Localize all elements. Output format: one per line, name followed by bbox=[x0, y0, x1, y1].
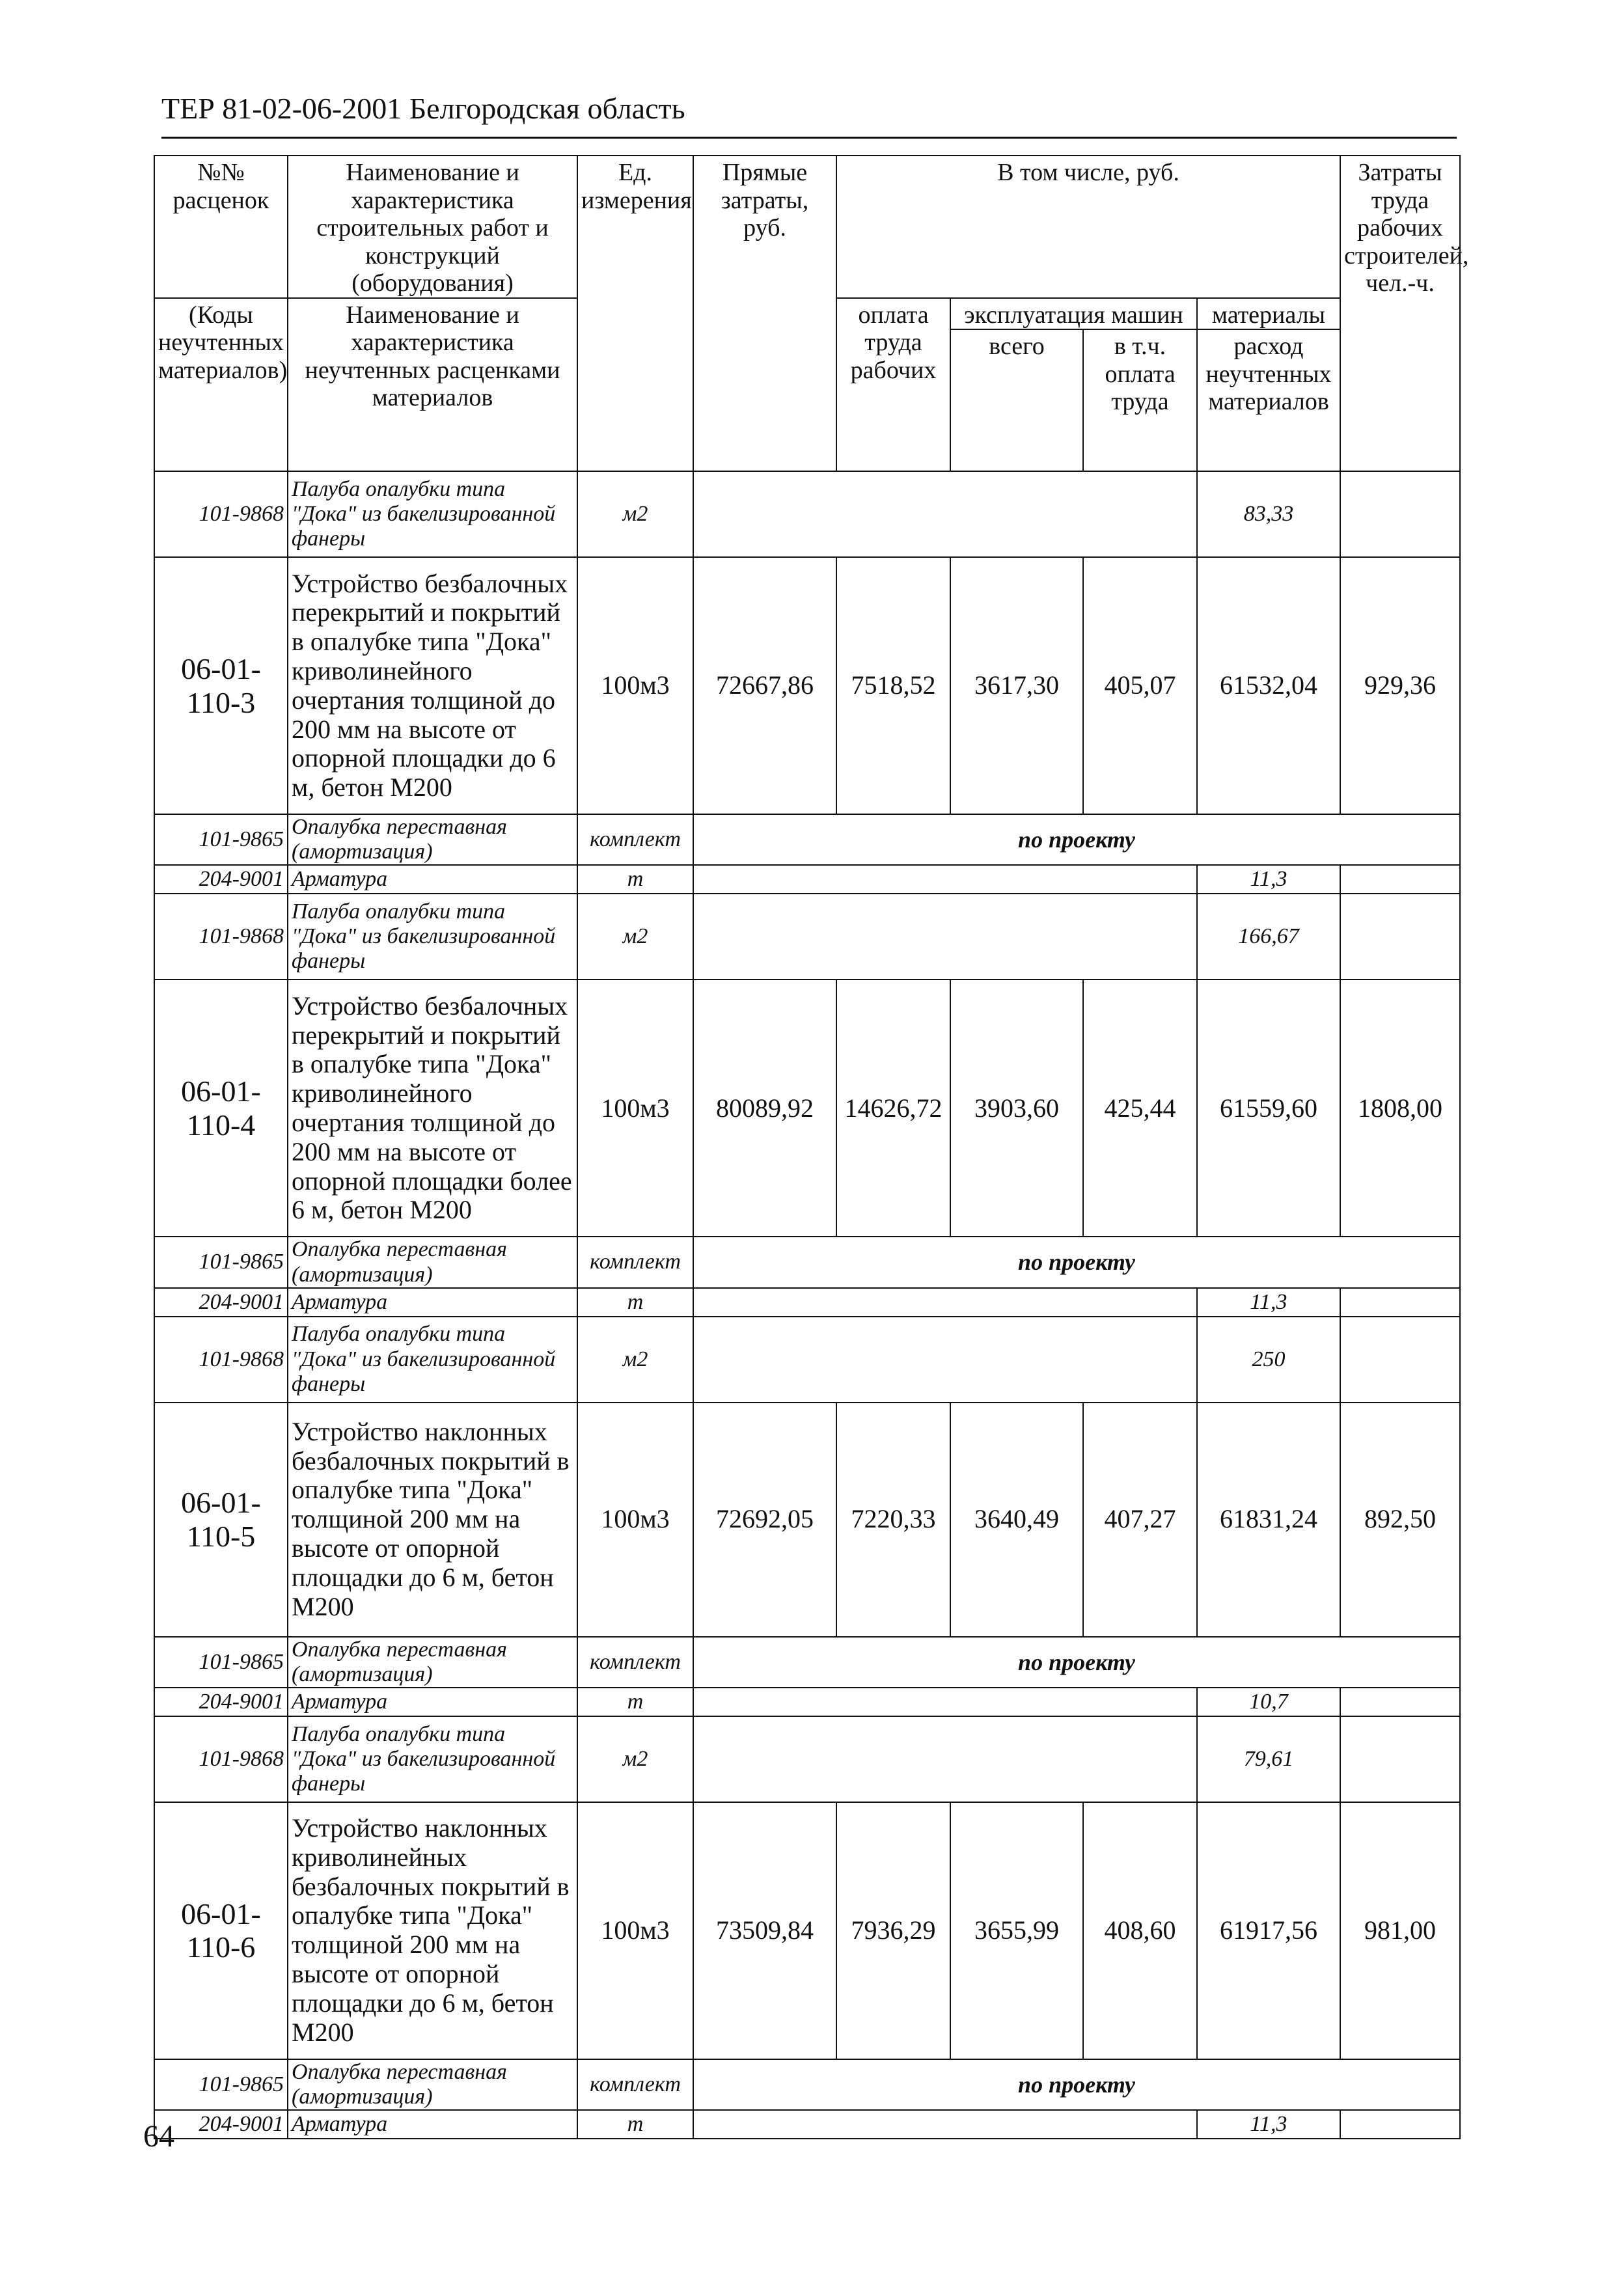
material-amount: 11,3 bbox=[1197, 2110, 1340, 2139]
material-amount: 11,3 bbox=[1197, 1288, 1340, 1317]
material-code: 101-9865 bbox=[154, 814, 288, 865]
blank-cell bbox=[693, 471, 1197, 557]
rate-direct-costs: 72667,86 bbox=[693, 557, 836, 814]
blank-cell bbox=[1340, 471, 1460, 557]
material-code: 101-9868 bbox=[154, 894, 288, 980]
rate-name: Устройство наклонных криволинейных безбалочных покрытий в опалубке типа "Дока" толщиной 200 мм на высоте от опорной площадки до 6 м, бетон М200 bbox=[288, 1802, 577, 2059]
rate-labor: 1808,00 bbox=[1340, 980, 1460, 1237]
rate-machines: 3640,49 bbox=[950, 1403, 1083, 1637]
material-row bbox=[154, 865, 1460, 894]
material-name: Арматура bbox=[288, 2110, 577, 2139]
header-machines-wages: в т.ч. оплата труда bbox=[1083, 329, 1197, 471]
rate-row bbox=[154, 1403, 1460, 1637]
material-row bbox=[154, 1317, 1460, 1403]
rate-row bbox=[154, 1802, 1460, 2059]
page-number: 64 bbox=[143, 2119, 174, 2154]
header-name-unaccounted: Наименование и характеристика неучтенных расценками материалов bbox=[288, 298, 577, 472]
rate-wages: 7518,52 bbox=[836, 557, 950, 814]
material-unit: м2 bbox=[577, 1317, 693, 1403]
header-direct-costs: Прямые затраты, руб. bbox=[693, 156, 836, 471]
rate-wages: 7220,33 bbox=[836, 1403, 950, 1637]
material-row bbox=[154, 2110, 1460, 2139]
rate-name: Устройство наклонных безбалочных покрытий в опалубке типа "Дока" толщиной 200 мм на высоте от опорной площадки до 6 м, бетон М200 bbox=[288, 1403, 577, 1637]
material-unit: м2 bbox=[577, 1716, 693, 1802]
material-unit: комплект bbox=[577, 1237, 693, 1287]
rate-materials: 61532,04 bbox=[1197, 557, 1340, 814]
material-code: 204-9001 bbox=[154, 865, 288, 894]
material-row bbox=[154, 1237, 1460, 1287]
header-code: №№ расценок bbox=[154, 156, 288, 298]
blank-cell bbox=[1340, 894, 1460, 980]
material-unit: т bbox=[577, 2110, 693, 2139]
rate-name: Устройство безбалочных перекрытий и покрытий в опалубке типа "Дока" криволинейного очертания толщиной до 200 мм на высоте от опорной площадки более 6 м, бетон М200 bbox=[288, 980, 577, 1237]
rate-row bbox=[154, 557, 1460, 814]
rate-unit: 100м3 bbox=[577, 557, 693, 814]
material-amount: 10,7 bbox=[1197, 1688, 1340, 1716]
material-unit: т bbox=[577, 865, 693, 894]
rate-unit: 100м3 bbox=[577, 980, 693, 1237]
material-code: 101-9868 bbox=[154, 471, 288, 557]
blank-cell bbox=[693, 2110, 1197, 2139]
rate-row bbox=[154, 980, 1460, 1237]
rate-wages: 14626,72 bbox=[836, 980, 950, 1237]
material-row bbox=[154, 471, 1460, 557]
blank-cell bbox=[1340, 1688, 1460, 1716]
material-name: Опалубка переставная (амортизация) bbox=[288, 1237, 577, 1287]
header-unit: Ед. измерения bbox=[577, 156, 693, 471]
material-amount: 79,61 bbox=[1197, 1716, 1340, 1802]
material-unit: комплект bbox=[577, 1637, 693, 1688]
rate-machines-wages: 405,07 bbox=[1083, 557, 1197, 814]
blank-cell bbox=[693, 865, 1197, 894]
rate-machines: 3903,60 bbox=[950, 980, 1083, 1237]
rate-direct-costs: 73509,84 bbox=[693, 1802, 836, 2059]
header-materials-use: расход неучтенных материалов bbox=[1197, 329, 1340, 471]
material-code: 204-9001 bbox=[154, 1688, 288, 1716]
material-name: Палуба опалубки типа "Дока" из бакелизированной фанеры bbox=[288, 894, 577, 980]
rate-code: 06-01-110-5 bbox=[154, 1403, 288, 1637]
header-name: Наименование и характеристика строительных работ и конструкций (оборудования) bbox=[288, 156, 577, 298]
material-name: Палуба опалубки типа "Дока" из бакелизированной фанеры bbox=[288, 1716, 577, 1802]
material-unit: комплект bbox=[577, 2059, 693, 2110]
material-code: 204-9001 bbox=[154, 1288, 288, 1317]
rate-labor: 929,36 bbox=[1340, 557, 1460, 814]
material-note: по проекту bbox=[693, 814, 1460, 865]
material-name: Арматура bbox=[288, 865, 577, 894]
rate-unit: 100м3 bbox=[577, 1802, 693, 2059]
blank-cell bbox=[693, 1688, 1197, 1716]
blank-cell bbox=[693, 1288, 1197, 1317]
material-row bbox=[154, 814, 1460, 865]
material-name: Арматура bbox=[288, 1288, 577, 1317]
material-unit: м2 bbox=[577, 471, 693, 557]
rate-machines-wages: 408,60 bbox=[1083, 1802, 1197, 2059]
material-code: 101-9865 bbox=[154, 1237, 288, 1287]
header-materials: материалы bbox=[1197, 298, 1340, 330]
material-amount: 250 bbox=[1197, 1317, 1340, 1403]
material-amount: 83,33 bbox=[1197, 471, 1340, 557]
material-row bbox=[154, 1716, 1460, 1802]
header-code-unaccounted: (Коды неучтенных материалов) bbox=[154, 298, 288, 472]
blank-cell bbox=[693, 1317, 1197, 1403]
material-row bbox=[154, 1688, 1460, 1716]
rate-labor: 892,50 bbox=[1340, 1403, 1460, 1637]
material-amount: 166,67 bbox=[1197, 894, 1340, 980]
material-name: Опалубка переставная (амортизация) bbox=[288, 814, 577, 865]
rate-machines: 3617,30 bbox=[950, 557, 1083, 814]
blank-cell bbox=[693, 1716, 1197, 1802]
rate-direct-costs: 80089,92 bbox=[693, 980, 836, 1237]
rate-machines-wages: 407,27 bbox=[1083, 1403, 1197, 1637]
blank-cell bbox=[693, 894, 1197, 980]
rate-machines-wages: 425,44 bbox=[1083, 980, 1197, 1237]
rate-labor: 981,00 bbox=[1340, 1802, 1460, 2059]
material-unit: комплект bbox=[577, 814, 693, 865]
blank-cell bbox=[1340, 1288, 1460, 1317]
rate-unit: 100м3 bbox=[577, 1403, 693, 1637]
material-row bbox=[154, 894, 1460, 980]
rate-materials: 61917,56 bbox=[1197, 1802, 1340, 2059]
material-unit: т bbox=[577, 1688, 693, 1716]
rate-machines: 3655,99 bbox=[950, 1802, 1083, 2059]
header-rule bbox=[161, 137, 1457, 139]
material-note: по проекту bbox=[693, 1237, 1460, 1287]
material-code: 101-9868 bbox=[154, 1716, 288, 1802]
material-note: по проекту bbox=[693, 2059, 1460, 2110]
blank-cell bbox=[1340, 1716, 1460, 1802]
rate-code: 06-01-110-6 bbox=[154, 1802, 288, 2059]
rate-materials: 61831,24 bbox=[1197, 1403, 1340, 1637]
material-name: Опалубка переставная (амортизация) bbox=[288, 1637, 577, 1688]
rate-code: 06-01-110-4 bbox=[154, 980, 288, 1237]
material-code: 204-9001 bbox=[154, 2110, 288, 2139]
header-machines: эксплуатация машин bbox=[950, 298, 1197, 330]
blank-cell bbox=[1340, 865, 1460, 894]
material-name: Палуба опалубки типа "Дока" из бакелизированной фанеры bbox=[288, 1317, 577, 1403]
material-row bbox=[154, 1288, 1460, 1317]
blank-cell bbox=[1340, 2110, 1460, 2139]
material-unit: м2 bbox=[577, 894, 693, 980]
header-wages: оплата труда рабочих bbox=[836, 298, 950, 472]
rate-materials: 61559,60 bbox=[1197, 980, 1340, 1237]
material-code: 101-9865 bbox=[154, 1637, 288, 1688]
rate-code: 06-01-110-3 bbox=[154, 557, 288, 814]
rate-direct-costs: 72692,05 bbox=[693, 1403, 836, 1637]
material-unit: т bbox=[577, 1288, 693, 1317]
material-name: Опалубка переставная (амортизация) bbox=[288, 2059, 577, 2110]
material-code: 101-9865 bbox=[154, 2059, 288, 2110]
header-machines-total: всего bbox=[950, 329, 1083, 471]
header-labor: Затраты труда рабочих строителей, чел.-ч. bbox=[1340, 156, 1460, 471]
material-name: Арматура bbox=[288, 1688, 577, 1716]
header-including: В том числе, руб. bbox=[836, 156, 1340, 298]
page-header: ТЕР 81-02-06-2001 Белгородская область bbox=[161, 92, 685, 125]
material-row bbox=[154, 2059, 1460, 2110]
rates-table bbox=[154, 155, 1469, 2139]
material-code: 101-9868 bbox=[154, 1317, 288, 1403]
rate-name: Устройство безбалочных перекрытий и покрытий в опалубке типа "Дока" криволинейного очертания толщиной до 200 мм на высоте от опорной площадки до 6 м, бетон М200 bbox=[288, 557, 577, 814]
material-row bbox=[154, 1637, 1460, 1688]
blank-cell bbox=[1340, 1317, 1460, 1403]
material-amount: 11,3 bbox=[1197, 865, 1340, 894]
rate-wages: 7936,29 bbox=[836, 1802, 950, 2059]
material-note: по проекту bbox=[693, 1637, 1460, 1688]
material-name: Палуба опалубки типа "Дока" из бакелизированной фанеры bbox=[288, 471, 577, 557]
